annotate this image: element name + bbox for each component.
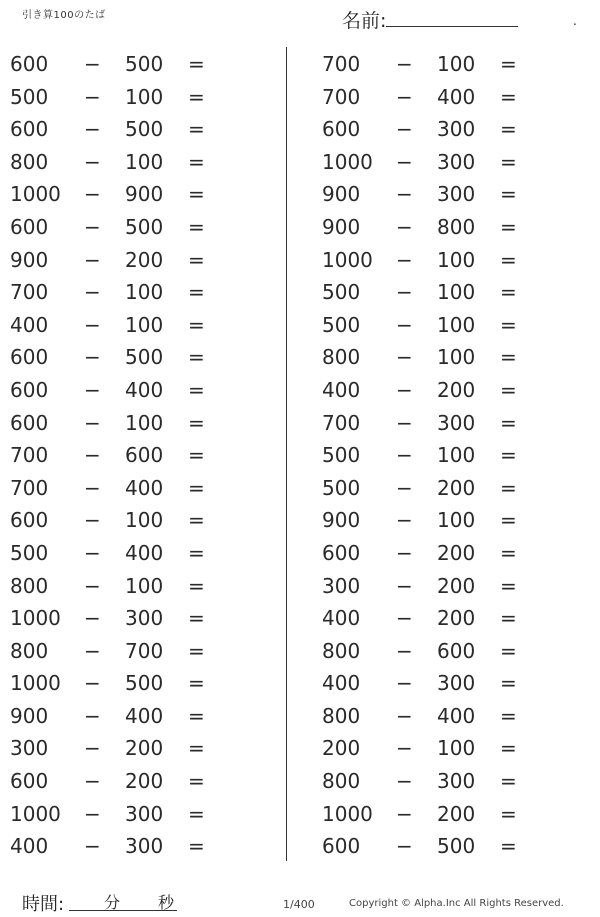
problem-row [300, 666, 570, 699]
minuend: 800 [322, 345, 361, 370]
subtrahend: 200 [125, 247, 164, 272]
minuend: 900 [10, 247, 49, 272]
minus-sign: − [84, 834, 101, 859]
subtrahend: 100 [437, 736, 476, 761]
minus-sign: − [396, 573, 413, 598]
minuend: 1000 [10, 182, 61, 207]
minuend: 400 [322, 671, 361, 696]
minus-sign: − [84, 312, 101, 337]
subtrahend: 300 [437, 410, 476, 435]
equals-sign: = [500, 312, 517, 337]
subtrahend: 200 [125, 736, 164, 761]
equals-sign: = [188, 377, 205, 402]
minuend: 500 [322, 280, 361, 305]
equals-sign: = [188, 52, 205, 76]
minuend: 700 [10, 475, 49, 500]
subtrahend: 400 [437, 703, 476, 728]
minuend: 600 [322, 834, 361, 859]
minus-sign: − [396, 84, 413, 109]
problem-row [0, 764, 270, 797]
minus-sign: − [84, 247, 101, 272]
minuend: 800 [322, 769, 361, 794]
minus-sign: − [396, 182, 413, 207]
minus-sign: − [396, 736, 413, 761]
problem-row [300, 373, 570, 406]
problem-row [0, 275, 270, 308]
equals-sign: = [188, 508, 205, 533]
column-divider [286, 47, 287, 861]
problem-row [0, 731, 270, 764]
equals-sign: = [500, 475, 517, 500]
subtrahend: 100 [437, 345, 476, 370]
equals-sign: = [500, 540, 517, 565]
equals-sign: = [500, 52, 517, 76]
minuend: 800 [10, 638, 49, 663]
subtrahend: 700 [125, 638, 164, 663]
minuend: 400 [10, 834, 49, 859]
equals-sign: = [188, 801, 205, 826]
subtrahend: 100 [125, 84, 164, 109]
minuend: 800 [322, 638, 361, 663]
equals-sign: = [500, 801, 517, 826]
minus-sign: − [84, 410, 101, 435]
minus-sign: − [84, 443, 101, 468]
minuend: 200 [322, 736, 361, 761]
problem-row [300, 145, 570, 178]
equals-sign: = [188, 638, 205, 663]
problem-row [0, 243, 270, 276]
subtrahend: 100 [125, 312, 164, 337]
minuend: 500 [322, 312, 361, 337]
minuend: 600 [10, 410, 49, 435]
minus-sign: − [396, 377, 413, 402]
page-number: 1/400 [283, 898, 315, 911]
problem-row [0, 601, 270, 634]
minuend: 600 [10, 508, 49, 533]
minus-sign: − [396, 703, 413, 728]
equals-sign: = [500, 703, 517, 728]
equals-sign: = [188, 736, 205, 761]
minus-sign: − [84, 573, 101, 598]
minuend: 1000 [10, 671, 61, 696]
equals-sign: = [500, 377, 517, 402]
subtrahend: 200 [437, 606, 476, 631]
equals-sign: = [188, 606, 205, 631]
subtrahend: 100 [125, 508, 164, 533]
minus-sign: − [396, 149, 413, 174]
minuend: 500 [10, 540, 49, 565]
minutes-label: 分 [104, 893, 121, 912]
problem-column-left [0, 47, 270, 862]
subtrahend: 300 [437, 149, 476, 174]
minus-sign: − [396, 834, 413, 859]
minus-sign: − [396, 671, 413, 696]
minuend: 700 [10, 443, 49, 468]
subtrahend: 400 [125, 475, 164, 500]
minuend: 700 [322, 410, 361, 435]
subtrahend: 500 [125, 52, 164, 76]
minus-sign: − [84, 671, 101, 696]
problem-row [300, 438, 570, 471]
minuend: 1000 [10, 606, 61, 631]
equals-sign: = [500, 280, 517, 305]
minus-sign: − [396, 540, 413, 565]
minuend: 300 [322, 573, 361, 598]
minuend: 600 [10, 769, 49, 794]
copyright-notice: Copyright © Alpha.Inc All Rights Reserved. [349, 898, 564, 909]
equals-sign: = [188, 410, 205, 435]
equals-sign: = [188, 149, 205, 174]
minus-sign: − [396, 280, 413, 305]
minus-sign: − [84, 280, 101, 305]
minuend: 900 [322, 508, 361, 533]
subtrahend: 800 [437, 214, 476, 239]
minuend: 800 [10, 149, 49, 174]
equals-sign: = [188, 117, 205, 142]
minuend: 1000 [322, 801, 373, 826]
minuend: 700 [10, 280, 49, 305]
problem-row [0, 340, 270, 373]
problem-row [300, 340, 570, 373]
minuend: 800 [322, 703, 361, 728]
equals-sign: = [188, 84, 205, 109]
problem-row [300, 731, 570, 764]
minus-sign: − [396, 475, 413, 500]
minus-sign: − [396, 117, 413, 142]
minus-sign: − [84, 540, 101, 565]
subtrahend: 300 [437, 671, 476, 696]
equals-sign: = [500, 606, 517, 631]
subtrahend: 100 [437, 280, 476, 305]
minus-sign: − [84, 606, 101, 631]
subtrahend: 200 [125, 769, 164, 794]
subtrahend: 300 [125, 801, 164, 826]
equals-sign: = [500, 443, 517, 468]
problem-row [0, 829, 270, 862]
subtrahend: 100 [437, 52, 476, 76]
equals-sign: = [500, 117, 517, 142]
problem-row [0, 145, 270, 178]
minus-sign: − [84, 345, 101, 370]
problem-row [0, 569, 270, 602]
minus-sign: − [396, 214, 413, 239]
problem-row [300, 503, 570, 536]
problem-row [0, 112, 270, 145]
subtrahend: 100 [125, 149, 164, 174]
equals-sign: = [500, 671, 517, 696]
problem-row [0, 373, 270, 406]
worksheet-title: 引き算100のたば [22, 10, 106, 21]
minus-sign: − [396, 638, 413, 663]
name-field-area [342, 6, 582, 32]
problem-row [0, 797, 270, 830]
subtrahend: 600 [437, 638, 476, 663]
minus-sign: − [84, 475, 101, 500]
equals-sign: = [500, 508, 517, 533]
minus-sign: − [84, 377, 101, 402]
minuend: 500 [10, 84, 49, 109]
subtrahend: 900 [125, 182, 164, 207]
minuend: 1000 [322, 247, 373, 272]
problem-row [0, 699, 270, 732]
problem-row [300, 536, 570, 569]
subtrahend: 300 [125, 606, 164, 631]
subtrahend: 400 [437, 84, 476, 109]
equals-sign: = [188, 769, 205, 794]
equals-sign: = [188, 834, 205, 859]
problem-row [0, 177, 270, 210]
subtrahend: 100 [437, 247, 476, 272]
equals-sign: = [500, 410, 517, 435]
subtrahend: 300 [437, 117, 476, 142]
minus-sign: − [84, 214, 101, 239]
subtrahend: 500 [125, 117, 164, 142]
minus-sign: − [396, 801, 413, 826]
subtrahend: 500 [125, 671, 164, 696]
minus-sign: − [84, 52, 101, 76]
subtrahend: 500 [437, 834, 476, 859]
equals-sign: = [188, 475, 205, 500]
subtrahend: 100 [437, 508, 476, 533]
problem-row [0, 210, 270, 243]
problem-row [0, 503, 270, 536]
problem-row [0, 536, 270, 569]
minuend: 600 [10, 345, 49, 370]
problem-row [300, 471, 570, 504]
problem-row [300, 177, 570, 210]
minuend: 900 [10, 703, 49, 728]
problem-row [300, 243, 570, 276]
subtrahend: 200 [437, 801, 476, 826]
equals-sign: = [500, 182, 517, 207]
subtrahend: 400 [125, 540, 164, 565]
subtrahend: 400 [125, 703, 164, 728]
problem-row [0, 308, 270, 341]
minus-sign: − [84, 84, 101, 109]
subtrahend: 600 [125, 443, 164, 468]
minuend: 900 [322, 214, 361, 239]
problem-row [300, 829, 570, 862]
problem-row [0, 438, 270, 471]
problem-row [300, 308, 570, 341]
minus-sign: − [84, 117, 101, 142]
equals-sign: = [500, 345, 517, 370]
subtrahend: 200 [437, 475, 476, 500]
problem-row [0, 47, 270, 80]
problem-row [0, 406, 270, 439]
problem-row [300, 80, 570, 113]
minuend: 400 [322, 377, 361, 402]
subtrahend: 100 [125, 410, 164, 435]
minuend: 600 [10, 52, 49, 76]
subtrahend: 200 [437, 540, 476, 565]
subtrahend: 300 [125, 834, 164, 859]
subtrahend: 200 [437, 573, 476, 598]
problem-row [300, 797, 570, 830]
seconds-label: 秒 [158, 893, 175, 912]
equals-sign: = [188, 214, 205, 239]
equals-sign: = [500, 149, 517, 174]
minuend: 700 [322, 84, 361, 109]
minus-sign: − [396, 345, 413, 370]
minus-sign: − [396, 312, 413, 337]
minus-sign: − [396, 410, 413, 435]
problem-row [300, 699, 570, 732]
minuend: 300 [10, 736, 49, 761]
problem-row [0, 471, 270, 504]
minuend: 1000 [322, 149, 373, 174]
minus-sign: − [396, 443, 413, 468]
problem-column-right [300, 47, 570, 862]
minus-sign: − [84, 801, 101, 826]
minuend: 500 [322, 475, 361, 500]
equals-sign: = [188, 182, 205, 207]
minuend: 400 [10, 312, 49, 337]
subtrahend: 400 [125, 377, 164, 402]
minus-sign: − [84, 182, 101, 207]
subtrahend: 300 [437, 182, 476, 207]
minus-sign: − [84, 703, 101, 728]
equals-sign: = [500, 84, 517, 109]
name-write-line[interactable] [386, 26, 518, 27]
minus-sign: − [84, 736, 101, 761]
subtrahend: 100 [437, 312, 476, 337]
problem-row [0, 666, 270, 699]
minuend: 600 [10, 117, 49, 142]
subtrahend: 100 [437, 443, 476, 468]
minus-sign: − [84, 508, 101, 533]
minuend: 600 [10, 377, 49, 402]
problem-row [300, 47, 570, 80]
problem-row [300, 601, 570, 634]
name-label: 名前: [342, 10, 387, 32]
minuend: 600 [10, 214, 49, 239]
minus-sign: − [84, 638, 101, 663]
equals-sign: = [188, 671, 205, 696]
problem-row [300, 406, 570, 439]
minus-sign: − [396, 508, 413, 533]
minuend: 600 [322, 540, 361, 565]
problem-row [300, 112, 570, 145]
equals-sign: = [188, 703, 205, 728]
minus-sign: − [84, 769, 101, 794]
subtrahend: 500 [125, 214, 164, 239]
problem-row [0, 80, 270, 113]
minus-sign: − [396, 52, 413, 76]
minuend: 700 [322, 52, 361, 76]
equals-sign: = [500, 638, 517, 663]
name-line-end-dot: . [573, 14, 577, 28]
minuend: 900 [322, 182, 361, 207]
subtrahend: 100 [125, 280, 164, 305]
minuend: 1000 [10, 801, 61, 826]
equals-sign: = [188, 280, 205, 305]
subtrahend: 300 [437, 769, 476, 794]
problem-row [300, 634, 570, 667]
equals-sign: = [500, 834, 517, 859]
minuend: 800 [10, 573, 49, 598]
time-label: 時間: [22, 894, 65, 915]
equals-sign: = [188, 312, 205, 337]
subtrahend: 100 [125, 573, 164, 598]
minuend: 400 [322, 606, 361, 631]
equals-sign: = [188, 345, 205, 370]
minus-sign: − [396, 247, 413, 272]
minuend: 600 [322, 117, 361, 142]
minus-sign: − [396, 769, 413, 794]
equals-sign: = [500, 736, 517, 761]
problem-row [0, 634, 270, 667]
problem-row [300, 569, 570, 602]
subtrahend: 500 [125, 345, 164, 370]
subtrahend: 200 [437, 377, 476, 402]
equals-sign: = [188, 247, 205, 272]
problem-row [300, 764, 570, 797]
minuend: 500 [322, 443, 361, 468]
equals-sign: = [188, 443, 205, 468]
equals-sign: = [500, 247, 517, 272]
minus-sign: − [396, 606, 413, 631]
equals-sign: = [188, 540, 205, 565]
equals-sign: = [500, 573, 517, 598]
equals-sign: = [500, 214, 517, 239]
equals-sign: = [188, 573, 205, 598]
minus-sign: − [84, 149, 101, 174]
problem-row [300, 210, 570, 243]
equals-sign: = [500, 769, 517, 794]
problem-row [300, 275, 570, 308]
